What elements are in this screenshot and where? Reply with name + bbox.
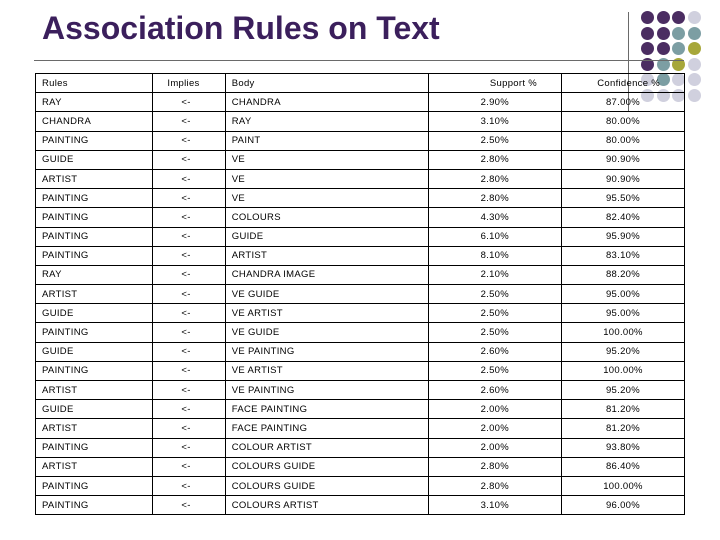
cell-implies: <- xyxy=(153,93,225,112)
cell-support: 3.10% xyxy=(428,496,561,515)
cell-body: FACE PAINTING xyxy=(225,400,428,419)
header-support: Support % xyxy=(428,74,561,93)
cell-body: COLOURS ARTIST xyxy=(225,496,428,515)
header-implies: Implies xyxy=(153,74,225,93)
table-row xyxy=(36,400,685,419)
cell-implies: <- xyxy=(153,381,225,400)
decorative-dot xyxy=(688,27,701,40)
cell-body: ARTIST xyxy=(225,246,428,265)
cell-rules: PAINTING xyxy=(36,131,153,150)
cell-implies: <- xyxy=(153,169,225,188)
decorative-dot xyxy=(672,11,685,24)
cell-implies: <- xyxy=(153,457,225,476)
cell-implies: <- xyxy=(153,323,225,342)
cell-rules: GUIDE xyxy=(36,150,153,169)
association-rules-table xyxy=(35,73,685,515)
cell-implies: <- xyxy=(153,246,225,265)
cell-support: 2.80% xyxy=(428,150,561,169)
cell-body: VE ARTIST xyxy=(225,304,428,323)
header-confidence: Confidence % xyxy=(561,74,684,93)
cell-implies: <- xyxy=(153,150,225,169)
cell-support: 2.60% xyxy=(428,342,561,361)
header-body: Body xyxy=(225,74,428,93)
cell-confidence: 95.90% xyxy=(561,227,684,246)
cell-body: CHANDRA xyxy=(225,93,428,112)
cell-body: VE GUIDE xyxy=(225,285,428,304)
cell-body: COLOURS xyxy=(225,208,428,227)
cell-rules: GUIDE xyxy=(36,400,153,419)
cell-confidence: 100.00% xyxy=(561,323,684,342)
cell-rules: PAINTING xyxy=(36,227,153,246)
cell-support: 8.10% xyxy=(428,246,561,265)
cell-confidence: 82.40% xyxy=(561,208,684,227)
decorative-dot xyxy=(688,73,701,86)
cell-confidence: 95.50% xyxy=(561,189,684,208)
table-row xyxy=(36,381,685,400)
cell-confidence: 83.10% xyxy=(561,246,684,265)
cell-body: VE xyxy=(225,189,428,208)
cell-rules: PAINTING xyxy=(36,246,153,265)
cell-confidence: 100.00% xyxy=(561,361,684,380)
cell-support: 2.00% xyxy=(428,419,561,438)
cell-implies: <- xyxy=(153,342,225,361)
cell-implies: <- xyxy=(153,285,225,304)
cell-confidence: 80.00% xyxy=(561,112,684,131)
cell-support: 3.10% xyxy=(428,112,561,131)
cell-support: 2.80% xyxy=(428,476,561,495)
cell-confidence: 93.80% xyxy=(561,438,684,457)
cell-body: VE PAINTING xyxy=(225,381,428,400)
cell-implies: <- xyxy=(153,476,225,495)
cell-body: VE xyxy=(225,169,428,188)
cell-rules: PAINTING xyxy=(36,476,153,495)
cell-rules: ARTIST xyxy=(36,285,153,304)
cell-body: VE PAINTING xyxy=(225,342,428,361)
cell-confidence: 88.20% xyxy=(561,265,684,284)
table-row xyxy=(36,342,685,361)
cell-support: 2.80% xyxy=(428,189,561,208)
cell-rules: RAY xyxy=(36,265,153,284)
table-row xyxy=(36,93,685,112)
cell-support: 2.50% xyxy=(428,131,561,150)
table-row xyxy=(36,361,685,380)
table-row xyxy=(36,131,685,150)
cell-support: 2.90% xyxy=(428,93,561,112)
cell-support: 2.00% xyxy=(428,438,561,457)
table-row xyxy=(36,304,685,323)
cell-implies: <- xyxy=(153,438,225,457)
cell-body: VE xyxy=(225,150,428,169)
cell-support: 2.60% xyxy=(428,381,561,400)
cell-rules: ARTIST xyxy=(36,457,153,476)
cell-rules: CHANDRA xyxy=(36,112,153,131)
decorative-dot xyxy=(641,11,654,24)
table-row xyxy=(36,208,685,227)
cell-support: 2.80% xyxy=(428,169,561,188)
cell-rules: PAINTING xyxy=(36,189,153,208)
table-row xyxy=(36,323,685,342)
cell-rules: PAINTING xyxy=(36,323,153,342)
cell-support: 2.10% xyxy=(428,265,561,284)
cell-implies: <- xyxy=(153,496,225,515)
cell-body: VE ARTIST xyxy=(225,361,428,380)
cell-rules: PAINTING xyxy=(36,438,153,457)
cell-body: RAY xyxy=(225,112,428,131)
cell-implies: <- xyxy=(153,112,225,131)
table-row xyxy=(36,227,685,246)
cell-rules: ARTIST xyxy=(36,381,153,400)
table-row xyxy=(36,457,685,476)
cell-implies: <- xyxy=(153,131,225,150)
cell-confidence: 95.20% xyxy=(561,342,684,361)
table-row xyxy=(36,246,685,265)
cell-confidence: 80.00% xyxy=(561,131,684,150)
cell-support: 2.50% xyxy=(428,323,561,342)
cell-confidence: 95.20% xyxy=(561,381,684,400)
cell-implies: <- xyxy=(153,361,225,380)
cell-rules: PAINTING xyxy=(36,208,153,227)
header-rules: Rules xyxy=(36,74,153,93)
cell-support: 2.50% xyxy=(428,304,561,323)
table-row xyxy=(36,476,685,495)
cell-rules: ARTIST xyxy=(36,419,153,438)
table-row xyxy=(36,285,685,304)
table-row xyxy=(36,189,685,208)
cell-body: COLOURS GUIDE xyxy=(225,476,428,495)
cell-confidence: 96.00% xyxy=(561,496,684,515)
cell-rules: RAY xyxy=(36,93,153,112)
table-row xyxy=(36,169,685,188)
decorative-dot xyxy=(688,42,701,55)
cell-support: 6.10% xyxy=(428,227,561,246)
cell-confidence: 90.90% xyxy=(561,169,684,188)
cell-rules: PAINTING xyxy=(36,496,153,515)
decorative-dot xyxy=(688,58,701,71)
table-row xyxy=(36,265,685,284)
decorative-dot xyxy=(672,42,685,55)
cell-implies: <- xyxy=(153,189,225,208)
cell-support: 2.50% xyxy=(428,285,561,304)
cell-implies: <- xyxy=(153,419,225,438)
cell-confidence: 87.00% xyxy=(561,93,684,112)
decorative-dot xyxy=(657,11,670,24)
cell-confidence: 100.00% xyxy=(561,476,684,495)
cell-implies: <- xyxy=(153,400,225,419)
cell-confidence: 95.00% xyxy=(561,304,684,323)
cell-body: VE GUIDE xyxy=(225,323,428,342)
table-row xyxy=(36,150,685,169)
cell-rules: GUIDE xyxy=(36,304,153,323)
cell-support: 2.50% xyxy=(428,361,561,380)
table-row xyxy=(36,496,685,515)
table-row xyxy=(36,438,685,457)
cell-confidence: 81.20% xyxy=(561,419,684,438)
decorative-dot xyxy=(641,27,654,40)
title-underline xyxy=(34,60,684,61)
decorative-dot xyxy=(688,11,701,24)
cell-support: 2.00% xyxy=(428,400,561,419)
decorative-dot xyxy=(672,27,685,40)
cell-body: COLOURS GUIDE xyxy=(225,457,428,476)
cell-confidence: 90.90% xyxy=(561,150,684,169)
cell-support: 2.80% xyxy=(428,457,561,476)
table-row xyxy=(36,419,685,438)
cell-implies: <- xyxy=(153,227,225,246)
cell-body: CHANDRA IMAGE xyxy=(225,265,428,284)
cell-rules: PAINTING xyxy=(36,361,153,380)
cell-confidence: 86.40% xyxy=(561,457,684,476)
decorative-dot xyxy=(688,89,701,102)
cell-confidence: 95.00% xyxy=(561,285,684,304)
cell-rules: ARTIST xyxy=(36,169,153,188)
decorative-dot xyxy=(657,27,670,40)
cell-support: 4.30% xyxy=(428,208,561,227)
cell-confidence: 81.20% xyxy=(561,400,684,419)
cell-body: GUIDE xyxy=(225,227,428,246)
page-title: Association Rules on Text xyxy=(42,10,440,46)
cell-body: COLOUR ARTIST xyxy=(225,438,428,457)
cell-implies: <- xyxy=(153,265,225,284)
decorative-dot xyxy=(657,42,670,55)
decorative-dot xyxy=(641,42,654,55)
table-row xyxy=(36,112,685,131)
cell-implies: <- xyxy=(153,304,225,323)
cell-body: PAINT xyxy=(225,131,428,150)
table-header-row xyxy=(36,74,685,93)
cell-rules: GUIDE xyxy=(36,342,153,361)
cell-body: FACE PAINTING xyxy=(225,419,428,438)
cell-implies: <- xyxy=(153,208,225,227)
